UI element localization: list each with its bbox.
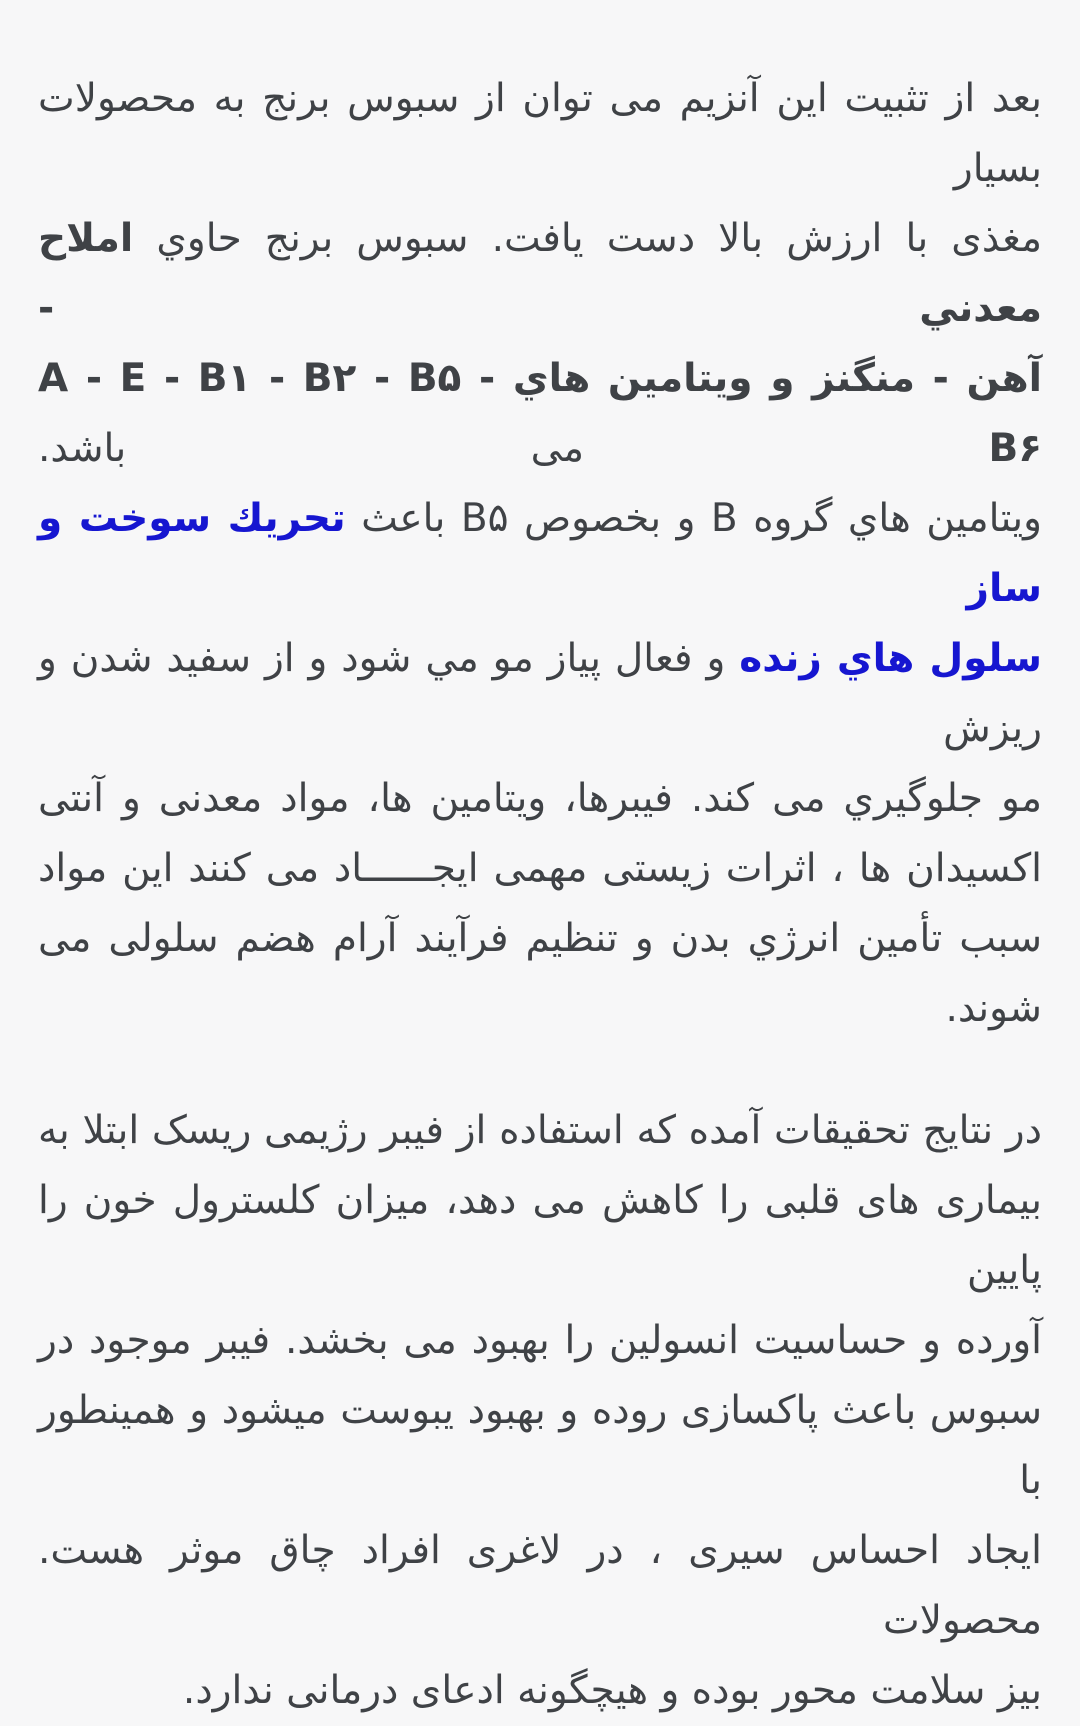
- text-segment: و بخصوص: [508, 496, 711, 541]
- text-line: [38, 1376, 1042, 1516]
- text-line: [38, 204, 1042, 344]
- text-segment: بیماری های قلبی را کاهش می دهد، میزان کلسترول خون را پایین: [38, 1178, 1042, 1293]
- text-segment: و فعال پیاز مو مي شود و از سفید شدن و ریزش: [38, 636, 1042, 751]
- text-segment: B: [710, 496, 738, 541]
- text-segment: بیز سلامت محور بوده و هیچگونه ادعای درمانی ندارد.: [182, 1668, 1042, 1713]
- text-segment: آهن - منگنز و ویتامین هاي: [495, 356, 1043, 401]
- text-line: [38, 64, 1042, 204]
- text-segment: B۵: [460, 496, 509, 541]
- text-line: [38, 1306, 1042, 1376]
- text-segment: سبوس باعث پاکسازی روده و بهبود یبوست میشود و همینطور با: [38, 1388, 1042, 1503]
- text-segment: ویتامین هاي گروه: [737, 496, 1042, 541]
- text-line: [38, 904, 1042, 1044]
- text-line: [38, 484, 1042, 624]
- text-line: [38, 624, 1042, 764]
- keyword-link[interactable]: تحريك سوخت و ساز: [38, 496, 1042, 611]
- text-line: [38, 834, 1042, 904]
- text-segment: A - E - B۱ - B۲ - B۵ - B۶: [38, 356, 1042, 471]
- text-segment: سبب تأمین انرژي بدن و تنظیم فرآیند آرام هضم سلولی می شوند.: [38, 916, 1042, 1031]
- text-segment: اکسیدان ها ، اثرات زیستی مهمی ایجــــــاد می کنند این مواد: [38, 846, 1042, 891]
- text-line: [38, 1516, 1042, 1656]
- paragraph: [38, 1096, 1042, 1726]
- text-segment: مغذی با ارزش بالا دست یافت. سبوس برنج حاوي: [133, 216, 1042, 261]
- text-segment: آورده و حساسیت انسولین را بهبود می بخشد. فیبر موجود در: [38, 1318, 1042, 1363]
- text-segment: باعث: [345, 496, 461, 541]
- text-line: [38, 1656, 1042, 1726]
- text-line: [38, 344, 1042, 484]
- text-segment: می باشد.: [38, 426, 989, 471]
- text-line: [38, 1166, 1042, 1306]
- keyword-link[interactable]: سلول هاي زنده: [739, 636, 1042, 681]
- text-line: [38, 764, 1042, 834]
- text-segment: ایجاد احساس سیری ، در لاغری افراد چاق موثر هست. محصولات: [38, 1528, 1042, 1643]
- text-segment: در نتایج تحقیقات آمده که استفاده از فیبر رژیمی ریسک ابتلا به: [38, 1108, 1042, 1153]
- text-segment: بعد از تثبیت این آنزیم می توان از سبوس برنج به محصولات بسیار: [38, 76, 1042, 191]
- paragraph: [38, 64, 1042, 1044]
- text-segment: مو جلوگیري می کند. فیبرها، ویتامین ها، مواد معدنی و آنتی: [38, 776, 1042, 821]
- text-line: [38, 1096, 1042, 1166]
- text-segment: املاح معدني -: [38, 216, 1042, 331]
